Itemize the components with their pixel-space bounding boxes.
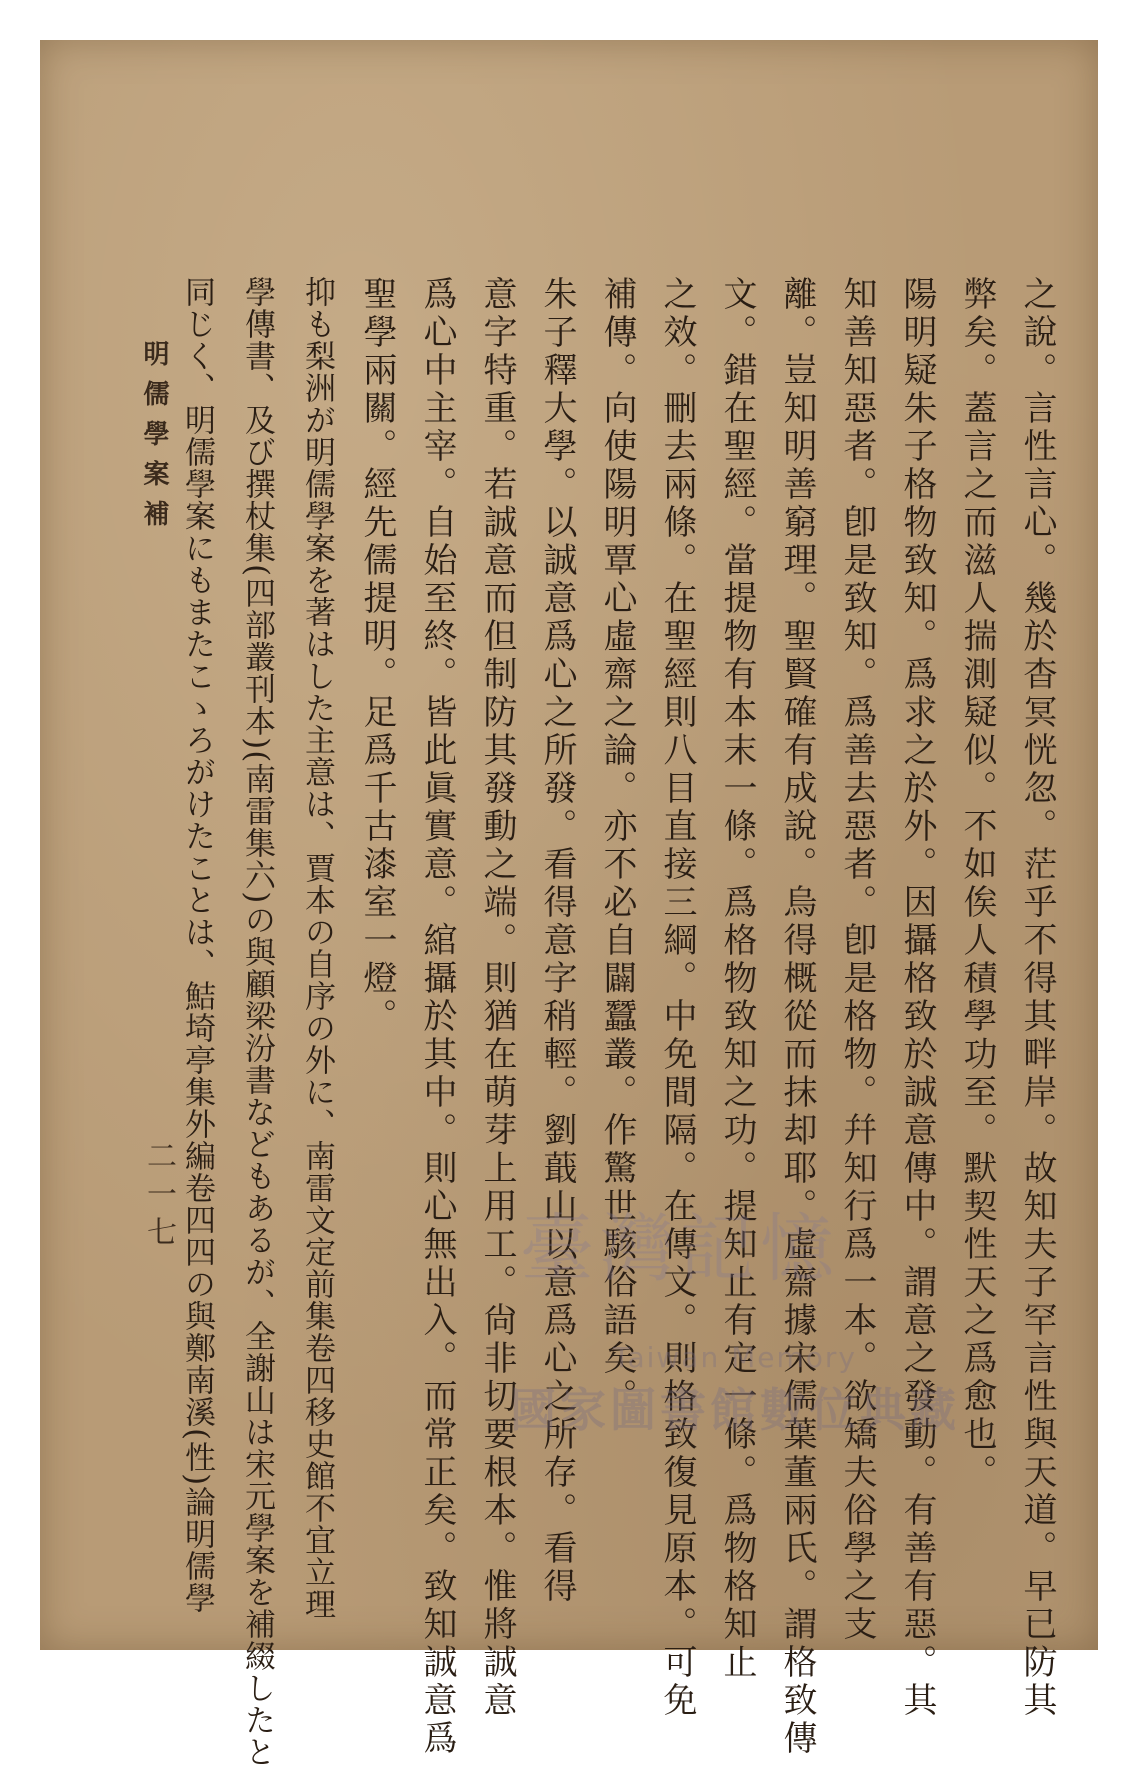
watermark-chinese: 國家圖書館數位典藏 (510, 1383, 960, 1437)
text-column: 之說。言性言心。幾於杳冥恍忽。茫乎不得其畔岸。故知夫子罕言性與天道。早已防其 (1017, 276, 1057, 1720)
text-column: 聖學兩關。經先儒提明。足爲千古漆室一燈。 (357, 276, 397, 1036)
text-column: 學傳書、及び撰杖集(四部叢刊本)(南雷集六)の與顧梁汾書などもあるが、全謝山は宋元學案を補綴したと (239, 276, 275, 1768)
text-column: 離。豈知明善窮理。聖賢確有成說。烏得概從而抹却耶。虛齋據宋儒葉董兩氏。謂格致傳 (777, 276, 817, 1758)
text-column: 爲心中主宰。自始至終。皆此眞實意。綰攝於其中。則心無出入。而常正矣。致知誠意爲 (417, 276, 457, 1758)
running-head: 明儒學案補 (139, 340, 169, 540)
watermark-english: Taiwan Memory (613, 1341, 857, 1374)
text-column: 之效。刪去兩條。在聖經則八目直接三綱。中免間隔。在傳文。則格致復見原本。可免 (657, 276, 697, 1720)
watermark-stamp: 臺灣記憶 (520, 1206, 840, 1292)
text-column: 朱子釋大學。以誠意爲心之所發。看得意字稍輕。劉蕺山以意爲心之所存。看得 (537, 276, 577, 1606)
text-column: 抑も梨洲が明儒學案を著はした主意は、賈本の自序の外に、南雷文定前集卷四移史館不宜立理 (299, 276, 335, 1620)
text-column: 意字特重。若誠意而但制防其發動之端。則猶在萌芽上用工。尙非切要根本。惟將誠意 (477, 276, 517, 1720)
text-column: 文。錯在聖經。當提物有本末一條。爲格物致知之功。提知止有定一條。爲物格知止 (717, 276, 757, 1682)
text-column: 陽明疑朱子格物致知。爲求之於外。因攝格致於誠意傳中。謂意之發動。有善有惡。其 (897, 276, 937, 1720)
text-column: 補傳。向使陽明覃心虛齋之論。亦不必自闢蠶叢。作驚世駭俗語矣。 (597, 276, 637, 1416)
text-column: 弊矣。蓋言之而滋人揣測疑似。不如俟人積學功至。默契性天之爲愈也。 (957, 276, 997, 1492)
text-column: 知善知惡者。卽是致知。爲善去惡者。卽是格物。幷知行爲一本。欲矯夫俗學之支 (837, 276, 877, 1644)
page-number: 二一七 (141, 1140, 176, 1254)
watermark (475, 1335, 995, 1475)
text-column: 同じく、明儒學案にもまたこゝろがけたことは、鮚埼亭集外編卷四四の與鄭南溪(性)論明儒學 (179, 276, 215, 1615)
